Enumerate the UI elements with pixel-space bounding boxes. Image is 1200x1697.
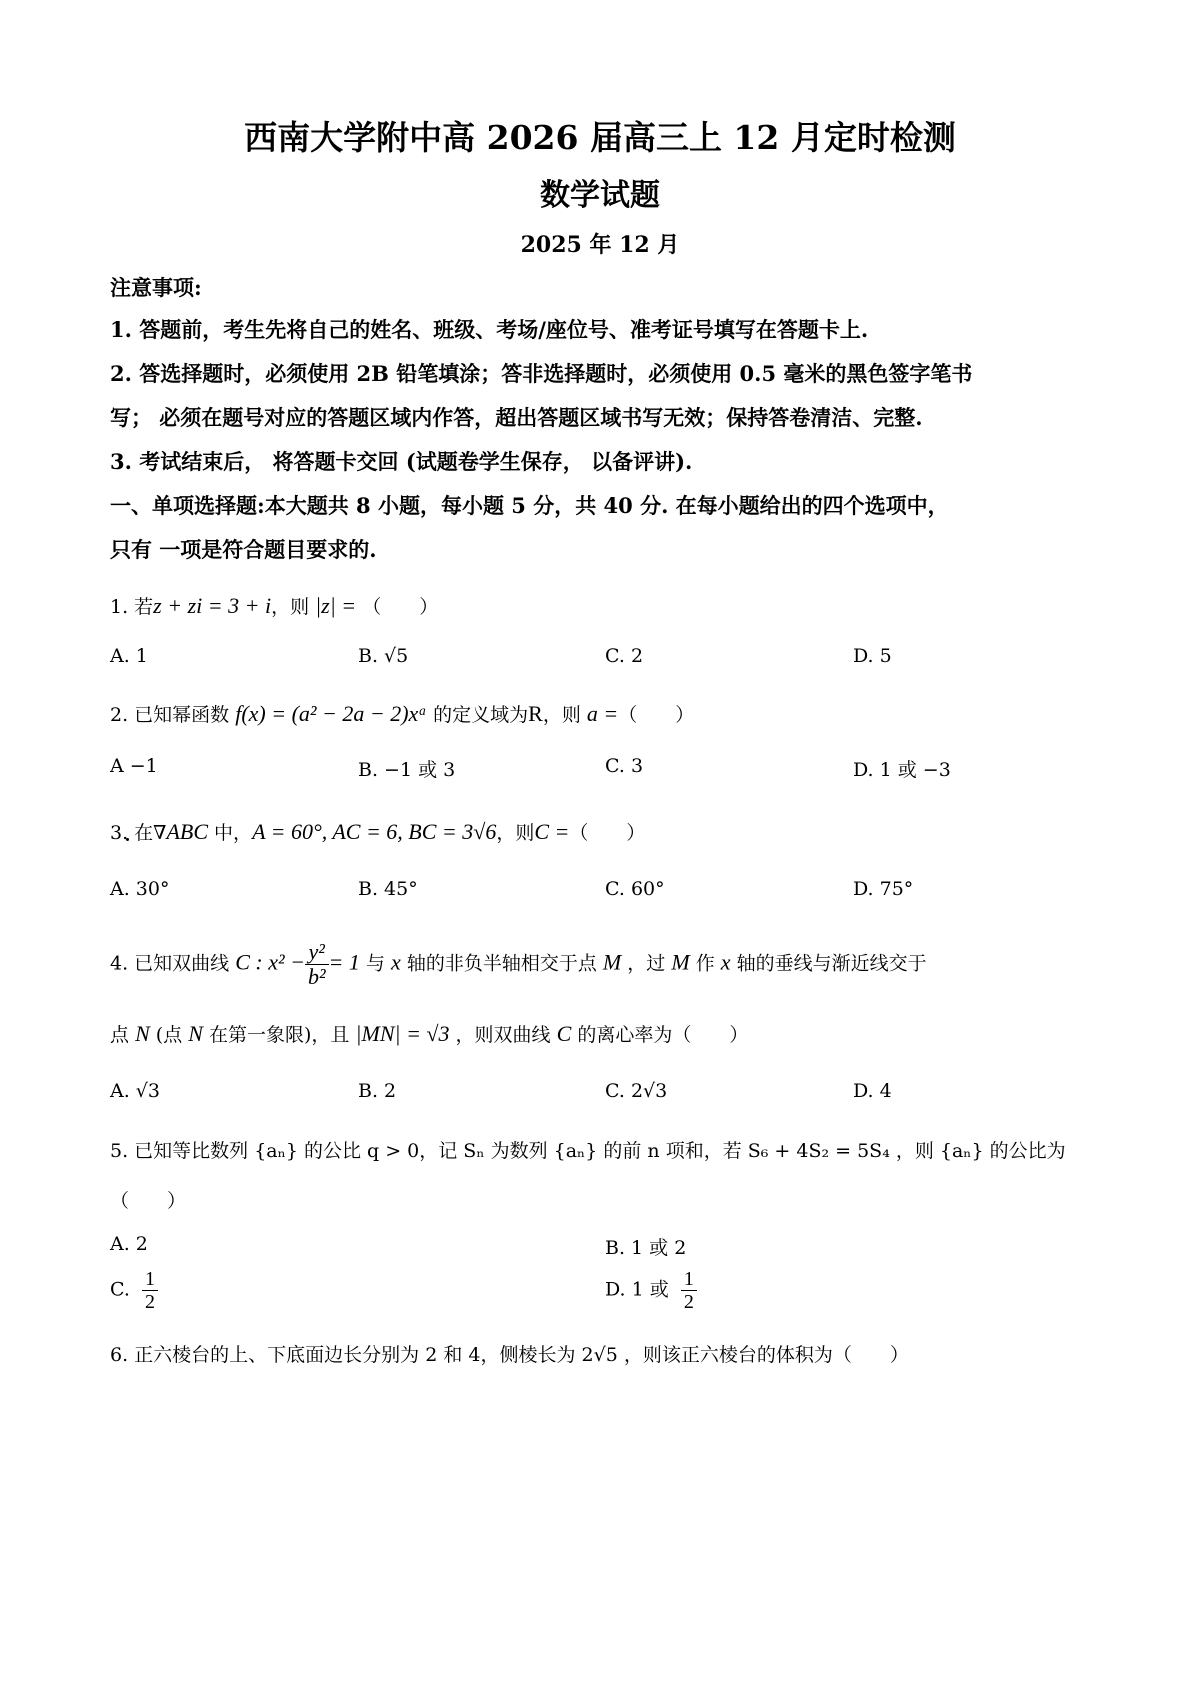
q4-text-e: 作 — [695, 952, 715, 975]
q4-text-d: ，过 — [627, 952, 666, 975]
q2-function: f(x) = (a² − 2a − 2)xᵃ — [235, 701, 428, 726]
q4-l2-c: 在第一象限)，且 — [209, 1024, 350, 1046]
q4-fraction-numerator: y² — [305, 940, 329, 965]
q1-option-c: C. 2 — [605, 645, 644, 667]
exam-date: 2025 年 12 月 — [520, 232, 680, 258]
q4-prefix: 4. 已知双曲线 — [110, 952, 230, 975]
q1-prefix: 1. 若 — [110, 596, 154, 618]
q3-option-b: B. 45° — [358, 878, 418, 900]
q4-l2-e: 的离心率为（ ） — [577, 1024, 749, 1046]
q4-l2-a: 点 — [110, 1024, 130, 1046]
q4-l2-d: ，则双曲线 — [455, 1024, 551, 1046]
q5-option-d — [605, 1268, 697, 1313]
q4-x-axis: x — [391, 949, 401, 975]
q4-point-m: M — [602, 949, 622, 975]
q4-fraction-denominator: b² — [307, 964, 326, 990]
question-5-stem-line-2: （ ） — [110, 1190, 187, 1212]
q2-a-eq: a = — [586, 701, 619, 726]
q1-option-d: D. 5 — [853, 645, 892, 667]
exam-subtitle: 数学试题 — [540, 178, 660, 213]
q3-option-a: A. 30° — [110, 878, 170, 900]
note-item-3: 3. 考试结束后， 将答题卡交回 (试题卷学生保存， 以备评讲). — [110, 449, 693, 474]
q2-paren: （ ） — [618, 704, 695, 726]
q5-c-num: 1 — [142, 1268, 158, 1291]
notes-heading: 注意事项: — [110, 275, 202, 300]
q3-mid: 中， — [214, 822, 253, 844]
question-1-stem — [110, 592, 438, 619]
q2-option-d: D. 1 或 −3 — [853, 759, 951, 781]
q4-point-m-2: M — [671, 949, 690, 975]
q5-d-den: 2 — [683, 1291, 694, 1313]
q4-and: 与 — [365, 952, 385, 975]
q1-option-b: B. √5 — [358, 645, 409, 667]
q2-prefix: 2. 已知幂函数 — [110, 704, 230, 726]
question-3-stem — [110, 818, 645, 845]
q3-paren: （ ） — [569, 822, 646, 844]
q1-modulus: |z| = — [315, 593, 357, 618]
q5-option-d-fraction — [681, 1268, 697, 1313]
q5-c-den: 2 — [144, 1291, 155, 1313]
note-item-1: 1. 答题前，考生先将自己的姓名、班级、考场/座位号、准考证号填写在答题卡上. — [110, 317, 869, 342]
q3-tail: ，则 — [496, 822, 535, 844]
q4-option-b: B. 2 — [358, 1080, 397, 1102]
q4-point-n-2: N — [188, 1021, 203, 1046]
q1-mid: ，则 — [271, 596, 310, 618]
q3-triangle: ABC — [166, 819, 208, 844]
q3-prefix: 3. 在∇ — [110, 822, 167, 844]
q4-curve-c: C — [556, 1021, 572, 1046]
q3-given: A = 60°, AC = 6, BC = 3√6 — [252, 819, 497, 844]
q4-option-a: A. √3 — [110, 1080, 160, 1102]
q2-option-a: A −1 — [110, 755, 158, 777]
q1-paren: （ ） — [362, 596, 439, 618]
q3-c-eq: C = — [534, 819, 570, 844]
q2-mid: 的定义域为 — [433, 704, 529, 726]
q4-fraction — [305, 940, 329, 989]
question-4-stem-line-2 — [110, 1020, 748, 1047]
exam-title: 西南大学附中高 2026 届高三上 12 月定时检测 — [244, 118, 956, 157]
q1-equation: z + zi = 3 + i — [153, 593, 272, 618]
q5-option-a: A. 2 — [110, 1233, 148, 1255]
q1-option-a: A. 1 — [110, 645, 148, 667]
q2-option-c: C. 3 — [605, 755, 644, 777]
q5-option-c — [110, 1268, 158, 1313]
q4-mn-length: |MN| = √3 — [355, 1021, 450, 1046]
q5-d-num: 1 — [681, 1268, 697, 1291]
q4-text-f: 轴的垂线与渐近线交于 — [736, 952, 927, 975]
q4-hyperbola: C : x² − — [235, 949, 305, 975]
note-item-2-line-1: 2. 答选择题时，必须使用 2B 铅笔填涂；答非选择题时，必须使用 0.5 毫米的黑色签字笔书 — [110, 361, 973, 386]
section-1-heading-line-1: 一、单项选择题:本大题共 8 小题，每小题 5 分，共 40 分. 在每小题给出的四个选项中， — [110, 493, 949, 518]
question-4-stem-line-1 — [110, 940, 927, 989]
q2-tail: ，则 — [542, 704, 581, 726]
q4-equals-one: = 1 — [328, 949, 360, 975]
section-1-heading-line-2: 只有 一项是符合题目要求的. — [110, 537, 377, 562]
q3-option-d: D. 75° — [853, 878, 914, 900]
note-item-2-line-2: 写； 必须在题号对应的答题区域内作答，超出答题区域书写无效；保持答卷清洁、完整. — [110, 405, 923, 430]
q5-option-c-fraction — [142, 1268, 158, 1313]
q5-option-c-label: C. — [110, 1278, 130, 1301]
question-6-stem: 6. 正六棱台的上、下底面边长分别为 2 和 4，侧棱长为 2√5 ，则该正六棱台的体积为（ ） — [110, 1344, 909, 1366]
question-5-stem-line-1: 5. 已知等比数列 {aₙ} 的公比 q > 0，记 Sₙ 为数列 {aₙ} 的前 n 项和，若 S₆ + 4S₂ = 5S₄ ，则 {aₙ} 的公比为 — [110, 1140, 1066, 1162]
q4-option-d: D. 4 — [853, 1080, 892, 1102]
q2-domain: R — [528, 701, 543, 726]
q5-option-b: B. 1 或 2 — [605, 1237, 687, 1259]
q2-option-b: B. −1 或 3 — [358, 759, 456, 781]
q3-option-c: C. 60° — [605, 878, 665, 900]
q4-option-c: C. 2√3 — [605, 1080, 668, 1102]
q4-l2-b: (点 — [155, 1024, 183, 1046]
q4-point-n: N — [135, 1021, 150, 1046]
q4-x-axis-2: x — [720, 949, 731, 975]
q4-text-c: 轴的非负半轴相交于点 — [406, 952, 597, 975]
q5-option-d-label: D. 1 或 — [605, 1278, 669, 1301]
question-2-stem — [110, 700, 694, 727]
